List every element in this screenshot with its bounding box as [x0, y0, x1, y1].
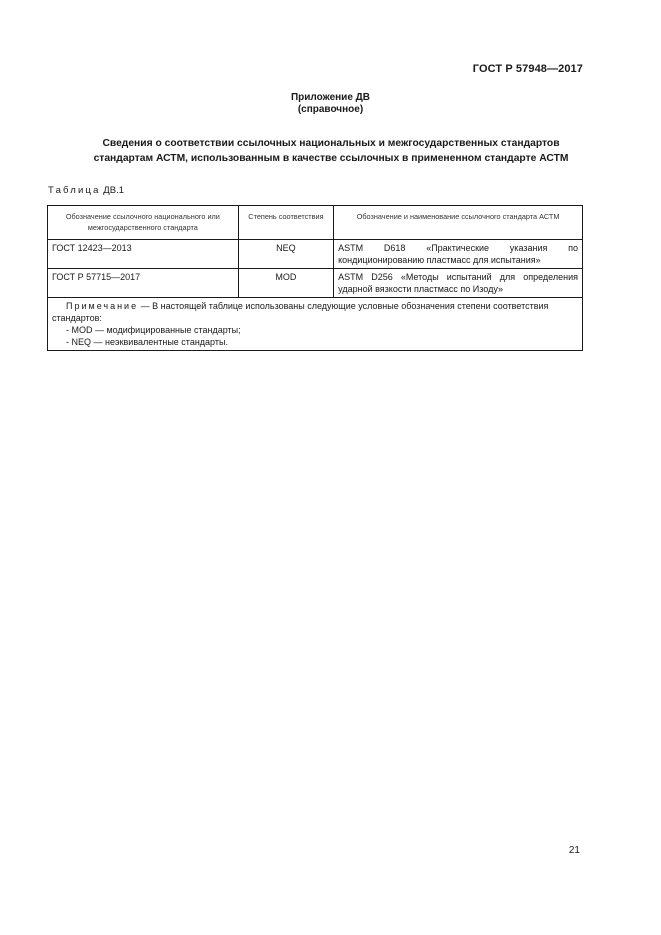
- cell-degree: MOD: [238, 269, 333, 298]
- annex-title-block: [0, 92, 661, 116]
- annex-title: Приложение ДВ: [290, 92, 371, 103]
- cell-astm: ASTM D256 «Методы испытаний для определения ударной вязкости пластмасс по Изоду»: [334, 269, 583, 298]
- table-row: [48, 269, 583, 298]
- header-national-standard: Обозначение ссылочного национального или межгосударственного стандарта: [48, 206, 239, 240]
- note-item-neq: - NEQ — неэквивалентные стандарты.: [66, 337, 228, 347]
- note-text: — В настоящей таблице использованы следующие условные обозначения степени соответствия стандартов:: [52, 301, 549, 323]
- note-item-mod: - MOD — модифицированные стандарты;: [66, 325, 241, 335]
- table-row: [48, 240, 583, 269]
- table-caption-number: ДВ.1: [103, 185, 124, 196]
- section-heading: [50, 136, 612, 166]
- section-heading-line-2: стандартам АСТМ, использованным в качестве ссылочных в примененном стандарте АСТМ: [93, 153, 569, 164]
- note-paragraph: [52, 300, 578, 324]
- document-designation: ГОСТ Р 57948—2017: [472, 63, 583, 75]
- table-caption-word: Таблица: [48, 185, 101, 196]
- cell-degree: NEQ: [238, 240, 333, 269]
- cell-standard: ГОСТ Р 57715—2017: [48, 269, 239, 298]
- cell-astm: ASTM D618 «Практические указания по кондиционированию пластмасс для испытания»: [334, 240, 583, 269]
- correspondence-table: [47, 205, 583, 351]
- page-number: 21: [568, 845, 580, 856]
- header-degree: Степень соответствия: [238, 206, 333, 240]
- table-caption: [48, 185, 124, 196]
- cell-standard: ГОСТ 12423—2013: [48, 240, 239, 269]
- table-note-row: [48, 298, 583, 351]
- table-header-row: [48, 206, 583, 240]
- note-label: Примечание: [66, 301, 139, 311]
- table-note: [48, 298, 583, 351]
- header-astm-standard: Обозначение и наименование ссылочного стандарта АСТМ: [334, 206, 583, 240]
- annex-subtitle: (справочное): [297, 104, 364, 115]
- section-heading-line-1: Сведения о соответствии ссылочных национальных и межгосударственных стандартов: [102, 138, 560, 149]
